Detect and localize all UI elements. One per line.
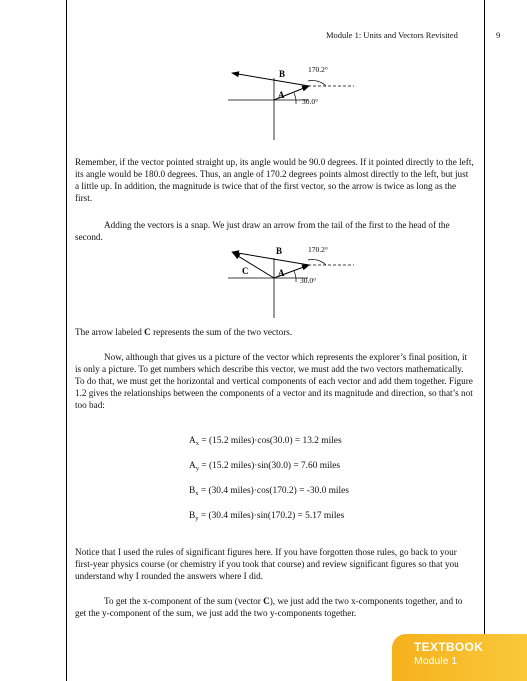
vector-b-arrow xyxy=(232,252,309,265)
angle-arc-b xyxy=(308,81,326,86)
left-margin-rule xyxy=(66,0,67,681)
angle-label-b: 170.2° xyxy=(308,65,328,74)
vector-figure-2 xyxy=(222,240,362,320)
angle-label-b: 170.2° xyxy=(308,245,328,254)
equation-by: $B_y = (30.4$ miles)·sin(170.2) = 5.17 miles xyxy=(189,511,345,522)
paragraph-6: To get the x-component of the sum (vector C), we just add the two x-components together, and to get the y-component of the sum, we just add the two y-components together. xyxy=(75,596,463,619)
vector-b-arrow xyxy=(232,73,309,86)
equation-bx: $B_x = (30.4$ miles)·cos(170.2) = -30.0 miles xyxy=(189,486,349,497)
badge-title: TEXTBOOK xyxy=(414,640,484,654)
angle-arc-b xyxy=(308,260,326,265)
vector-figure-1 xyxy=(222,56,362,144)
label-b: B xyxy=(279,69,286,79)
label-a: A xyxy=(278,90,285,100)
page-number: 9 xyxy=(496,30,501,40)
label-b: B xyxy=(276,246,283,256)
badge-subtitle: Module 1 xyxy=(414,655,458,667)
equation-ay: $A_y = (15.2$ miles)·sin(30.0) = 7.60 miles xyxy=(189,461,341,472)
angle-arc-a xyxy=(294,271,296,282)
vector-c-bold: C xyxy=(144,327,151,337)
vector-c-bold: C xyxy=(263,596,270,606)
textbook-module-badge[interactable] xyxy=(392,634,527,681)
paragraph-4: Now, although that gives us a picture of the vector which represents the explorer’s final position, it is only a picture. To get numbers which describe this vector, we must add the two vectors mathematically. To do that, we must get the horizontal and vertical components of each vector and add them together. Figure 1.2 gives the relationships between the components of a vector and its magnitude and direction, so that’s not too bad: xyxy=(75,352,473,411)
paragraph-1: Remember, if the vector pointed straight up, its angle would be 90.0 degrees. If it pointed directly to the left, its angle would be 180.0 degrees. Thus, an angle of 170.2 degrees points almost directly to the left, but just a little up. In addition, the magnitude is twice that of the first vector, so the arrow is twice as long as the first. xyxy=(75,157,474,204)
angle-label-a: 30.0° xyxy=(300,276,317,285)
vector-c-arrow xyxy=(233,253,274,278)
running-header: Module 1: Units and Vectors Revisited xyxy=(326,30,458,40)
paragraph-2: Adding the vectors is a snap. We just draw an arrow from the tail of the first to the head of the second. xyxy=(75,220,450,243)
label-c: C xyxy=(242,266,249,276)
equation-ax: $A_x = (15.2$ miles)·cos(30.0) = 13.2 miles xyxy=(189,436,342,447)
paragraph-3: The arrow labeled C represents the sum of the two vectors. xyxy=(75,327,293,337)
paragraph-5: Notice that I used the rules of significant figures here. If you have forgotten those rules, go back to your first-year physics course (or chemistry if you took that course) and review significant figures so that you understand why I rounded the answers where I did. xyxy=(75,547,459,582)
angle-label-a: 30.0° xyxy=(302,97,319,106)
label-a: A xyxy=(278,268,285,278)
angle-arc-a xyxy=(294,93,296,104)
right-margin-rule xyxy=(484,0,485,681)
